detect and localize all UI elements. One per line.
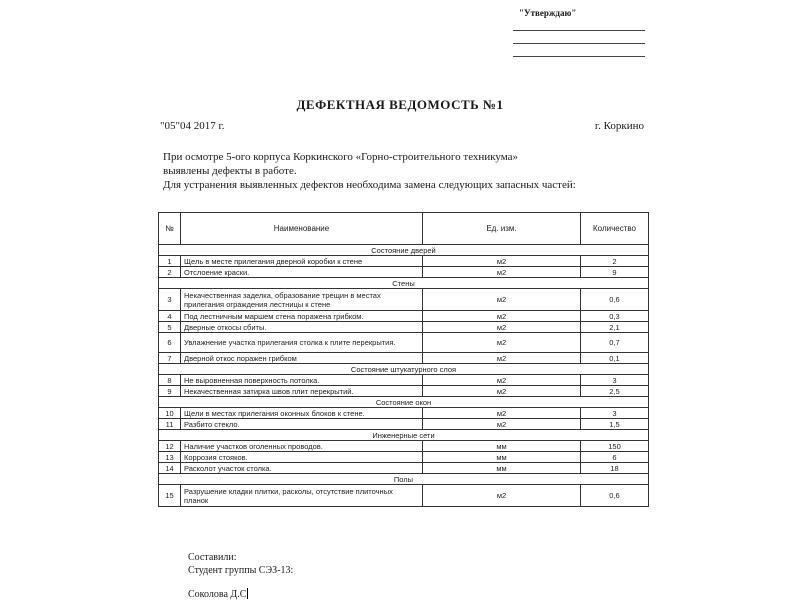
row-name: Отслоение краски.	[181, 267, 423, 278]
table-row	[159, 375, 649, 386]
row-unit: м2	[423, 419, 581, 430]
date-line	[160, 120, 644, 132]
intro-line: При осмотре 5-ого корпуса Коркинского «Горно-строительного техникума»	[163, 151, 519, 163]
row-num: 7	[159, 353, 181, 364]
table-header-row	[159, 213, 649, 245]
section-row	[159, 397, 649, 408]
section-row	[159, 430, 649, 441]
row-num: 5	[159, 322, 181, 333]
section-row	[159, 364, 649, 375]
row-num: 11	[159, 419, 181, 430]
table-row	[159, 256, 649, 267]
table-row	[159, 463, 649, 474]
signature-line	[513, 18, 645, 31]
row-unit: м2	[423, 386, 581, 397]
table-row	[159, 419, 649, 430]
row-qty: 3	[581, 408, 649, 419]
signature-block	[188, 551, 293, 601]
row-qty: 2	[581, 256, 649, 267]
row-unit: м2	[423, 256, 581, 267]
row-name: Щели в местах прилегания оконных блоков к стене.	[181, 408, 423, 419]
row-unit: м2	[423, 408, 581, 419]
row-num: 14	[159, 463, 181, 474]
row-qty: 6	[581, 452, 649, 463]
row-unit: м2	[423, 311, 581, 322]
intro-text	[163, 150, 663, 192]
row-qty: 0,6	[581, 289, 649, 311]
row-name: Расколот участок столка.	[181, 463, 423, 474]
signature-line	[513, 31, 645, 44]
row-num: 9	[159, 386, 181, 397]
row-qty: 1,5	[581, 419, 649, 430]
composed-label: Составили:	[188, 552, 237, 563]
approval-block	[505, 8, 645, 57]
intro-line: выявлены дефекты в работе.	[163, 165, 297, 177]
row-qty: 3	[581, 375, 649, 386]
row-num: 1	[159, 256, 181, 267]
row-unit: мм	[423, 452, 581, 463]
student-group: Студент группы СЭЗ-13:	[188, 565, 294, 576]
row-name: Коррозия стояков.	[181, 452, 423, 463]
section-title: Состояние штукатурного слоя	[159, 364, 649, 375]
row-unit: м2	[423, 333, 581, 353]
defect-table	[158, 212, 649, 507]
row-num: 13	[159, 452, 181, 463]
row-qty: 0,1	[581, 353, 649, 364]
table-row	[159, 485, 649, 507]
row-qty: 2,5	[581, 386, 649, 397]
row-qty: 0,7	[581, 333, 649, 353]
section-row	[159, 245, 649, 256]
row-unit: м2	[423, 353, 581, 364]
row-name: Увлажнение участка прилегания столка к плите перекрытия.	[181, 333, 423, 353]
section-title: Полы	[159, 474, 649, 485]
table-row	[159, 353, 649, 364]
row-name: Под лестничным маршем стена поражена грибком.	[181, 311, 423, 322]
row-unit: м2	[423, 375, 581, 386]
row-unit: мм	[423, 441, 581, 452]
section-title: Состояние дверей	[159, 245, 649, 256]
signature-line	[513, 44, 645, 57]
row-name: Дверные откосы сбиты.	[181, 322, 423, 333]
row-unit: м2	[423, 485, 581, 507]
row-qty: 0,3	[581, 311, 649, 322]
row-qty: 2,1	[581, 322, 649, 333]
document-date: "05"04 2017 г.	[160, 120, 225, 132]
intro-line: Для устранения выявленных дефектов необходима замена следующих запасных частей:	[163, 179, 576, 191]
row-num: 15	[159, 485, 181, 507]
section-title: Состояние окон	[159, 397, 649, 408]
row-qty: 0,6	[581, 485, 649, 507]
header-qty: Количество	[581, 213, 649, 245]
row-unit: м2	[423, 267, 581, 278]
text-cursor	[247, 588, 248, 599]
header-num: №	[159, 213, 181, 245]
table-row	[159, 267, 649, 278]
row-num: 12	[159, 441, 181, 452]
approval-label: "Утверждаю"	[519, 8, 577, 18]
row-name: Разрушение кладки плитки, расколы, отсутствие плиточных планок	[181, 485, 423, 507]
row-num: 10	[159, 408, 181, 419]
row-qty: 9	[581, 267, 649, 278]
row-num: 6	[159, 333, 181, 353]
row-name: Не выровненная поверхность потолка.	[181, 375, 423, 386]
row-unit: м2	[423, 289, 581, 311]
row-name: Некачественная заделка, образование трещин в местах прилегания ограждения лестницы к стене	[181, 289, 423, 311]
student-name: Соколова Д.С	[188, 589, 247, 600]
table-row	[159, 333, 649, 353]
row-name: Дверной откос поражен грибком	[181, 353, 423, 364]
row-qty: 150	[581, 441, 649, 452]
row-name: Наличие участков оголенных проводов.	[181, 441, 423, 452]
document-title: ДЕФЕКТНАЯ ВЕДОМОСТЬ №1	[296, 97, 504, 112]
row-qty: 18	[581, 463, 649, 474]
row-unit: мм	[423, 463, 581, 474]
row-num: 3	[159, 289, 181, 311]
table-row	[159, 452, 649, 463]
table-row	[159, 408, 649, 419]
row-name: Разбито стекло.	[181, 419, 423, 430]
table-row	[159, 289, 649, 311]
table-row	[159, 441, 649, 452]
table-row	[159, 311, 649, 322]
row-name: Щель в месте прилегания дверной коробки к стене	[181, 256, 423, 267]
row-name: Некачественная затирка швов плит перекрытий.	[181, 386, 423, 397]
row-num: 8	[159, 375, 181, 386]
document-city: г. Коркино	[594, 120, 644, 132]
header-unit: Ед. изм.	[423, 213, 581, 245]
section-row	[159, 278, 649, 289]
row-num: 2	[159, 267, 181, 278]
section-title: Стены	[159, 278, 649, 289]
row-unit: м2	[423, 322, 581, 333]
table-row	[159, 322, 649, 333]
table-row	[159, 386, 649, 397]
header-name: Наименование	[181, 213, 423, 245]
section-row	[159, 474, 649, 485]
section-title: Инженерные сети	[159, 430, 649, 441]
row-num: 4	[159, 311, 181, 322]
